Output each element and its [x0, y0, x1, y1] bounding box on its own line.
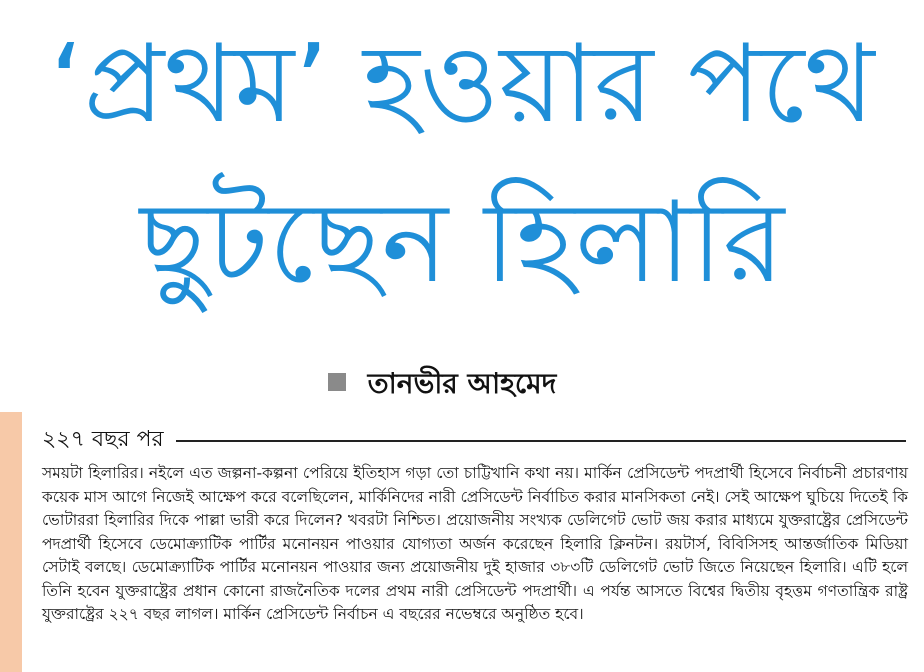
article-body: সময়টা হিলারির। নইলে এত জল্পনা-কল্পনা পেরিয়ে ইতিহাস গড়া তো চাট্টিখানি কথা নয়। মার্কিন প্রেসিডেন্ট পদপ্রার্থী হিসেবে নির্বাচনী প্রচারণায় কয়েক মাস আগে নিজেই আক্ষেপ করে বলেছিলেন, মার্কিনিদের নারী প্রেসিডেন্ট নির্বাচিত করার মানসিকতা নেই। সেই আক্ষেপ ঘুচিয়ে দিতেই কি ভোটাররা হিলারির দিকে পাল্লা ভারী করে দিলেন? খবরটা নিশ্চিত। প্রয়োজনীয় সংখ্যক ডেলিগেট ভোট জয় করার মাধ্যমে যুক্তরাষ্ট্রের প্রেসিডেন্ট পদপ্রার্থী হিসেবে ডেমোক্র্যাটিক পার্টির মনোনয়ন পাওয়ার যোগ্যতা অর্জন করেছেন হিলারি ক্লিনটন। রয়টার্স, বিবিসিসহ আন্তর্জাতিক মিডিয়া সেটাই বলছে। ডেমোক্র্যাটিক পার্টির মনোনয়ন পাওয়ার জন্য প্রয়োজনীয় দুই হাজার ৩৮৩টি ডেলিগেট ভোট জিতে নিয়েছেন হিলারি। এটি হলে তিনি হবেন যুক্তরাষ্ট্রের প্রধান কোনো রাজনৈতিক দলের প্রথম নারী প্রেসিডেন্ট পদপ্রার্থী। এ পর্যন্ত আসতে বিশ্বের দ্বিতীয় বৃহত্তম গণতান্ত্রিক রাষ্ট্র যুক্তরাষ্ট্রের ২২৭ বছর লাগল। মার্কিন প্রেসিডেন্ট নির্বাচন এ বছরের নভেম্বরে অনুষ্ঠিত হবে।: [42, 464, 908, 623]
section-rule: [176, 440, 906, 442]
side-accent-bar: [0, 412, 22, 672]
byline: [0, 366, 924, 402]
byline-author: তানভীর আহমেদ: [367, 367, 557, 400]
headline-line-2: ছুটছেন হিলারি: [139, 178, 785, 308]
headline-line-1: ‘প্রথম’ হওয়ার পথে: [49, 22, 875, 147]
section-title: ২২৭ বছর পর: [42, 427, 164, 452]
section-header: [42, 424, 906, 456]
byline-square-icon: [328, 373, 346, 391]
